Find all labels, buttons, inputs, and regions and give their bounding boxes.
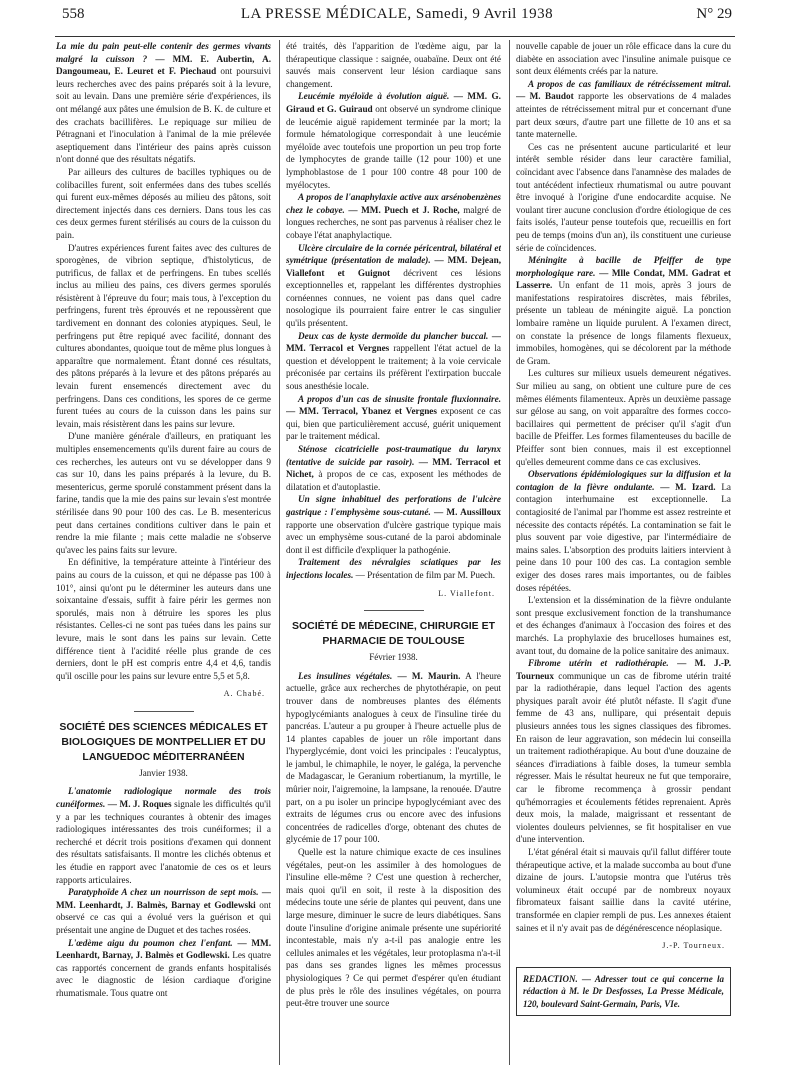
column-3 [516, 40, 731, 1070]
article-text: Les quatre cas rapportés concernent de grands enfants hospitalisés avec le diagnostic de lésion cardiaque d'origine rhumatismale. Tous quatre ont [56, 950, 271, 998]
article-paragraph [56, 40, 271, 166]
article-paragraph: D'autres expériences furent faites avec des cultures de sporogènes, de vibrion septique, d'histolyticus, de putrificus, de fallax et de perfringens. En tubes scellés inclus au milieu des pains, ces divers germes sporulés résistèrent à l'épreuve du four; mais tous, à l'exception du perfringens, furent très éprouvés et ne repoussèrent que tardivement en donnant des colonies atypiques. Seul, le perfringens put être repiqué avec facilité, donnant des cultures abondantes, quoique tout de même plus longues à apparaître que normalement. Étant donné ces résultats, des pâtons préparés à la levure et des pâtons préparés au levain furent ensemencés directement avec du perfringens. Dans ces conditions, les spores de ce germe furent tuées au cours de la cuisson dans les pains sur levain, mais résistèrent dans les pains sur levure. [56, 242, 271, 429]
article-title: Leucémie myéloïde à évolution aiguë. [298, 91, 450, 102]
issue-number: N° 29 [696, 6, 732, 22]
column-1 [56, 40, 271, 1070]
column-divider [509, 40, 510, 1065]
section-heading: SOCIÉTÉ DE MÉDECINE, CHIRURGIE ET PHARMACIE DE TOULOUSE [291, 620, 496, 648]
section-separator [364, 610, 424, 611]
article-text: ont observé un syndrome clinique de leucémie aiguë rapidement terminée par la mort; la formule hématologique correspondait à une leucémie myéloïde avec toutefois une proportion un peu trop forte de lymphocytes de grande taille (12 pour 100) et une lymphoblastose de 1 pour 100 contre 48 pour 100 de myélocytes. [286, 103, 501, 190]
article-authors: — M. Aussilloux [430, 506, 501, 517]
article-text: exposent ce cas qui, bien que particulièrement accusé, guérit uniquement par le traitement médical. [286, 406, 501, 442]
article-text: ont observé ce cas qui a évolué vers la guérison et qui présentait une angine de Duguet et des taches rosées. [56, 899, 271, 935]
article-authors: — MM. Terracol, Ybanez et Vergnes [286, 406, 437, 417]
article-authors: — Mlle Condat, MM. Gadrat et Lasserre. [516, 267, 731, 291]
page-header [62, 6, 732, 24]
article-authors: — MM. Leenhardt, Barnay, J. Balmès et Godlewski. [56, 937, 271, 961]
article-authors: — M. J.-P. Tourneux [516, 658, 731, 681]
article-text: — Présentation de film par M. Puech. [353, 569, 495, 580]
article-paragraph: L'extension et la dissémination de la fièvre ondulante sont presque exclusivement fonction de la transhumance et des échanges d'animaux à l'occasion des foires et des marchés. La prophylaxie des brucelloses humaines est, avant tout, du domaine de la police sanitaire des animaux. [516, 595, 731, 656]
article-paragraph [516, 657, 731, 846]
article-authors: — MM. Leenhardt, J. Balmès, Barnay et Godlewski [56, 887, 271, 910]
article-paragraph [286, 443, 501, 493]
article-text: rapporte les observations de 4 malades atteintes de rétrécissement mitral pur et concernant d'une part deux sœurs, d'autre part une fillette de 10 ans et sa tante maternelle. [516, 91, 731, 140]
page-number: 558 [62, 6, 85, 22]
article-title: A propos de cas familiaux de rétrécissement mitral. [528, 78, 731, 89]
article-title: Ulcère circulaire de la cornée péricentral, bilatéral et symétrique (présentation de malade). [286, 242, 501, 266]
column-divider [279, 40, 280, 1065]
article-paragraph [516, 78, 731, 141]
article-text: communique un cas de fibrome utérin traité par la radiothérapie, dans lequel l'action des agents physiques paraît avoir été plutôt néfaste. Il s'agit d'une femme de 43 ans, nullipare, qui présentait depuis plusieurs années tous les signes classiques des fibromes. En raison de leur aggravation, son médecin lui conseilla un traitement radiothérapique. Au bout d'une douzaine de séances d'irradiations à faible doses, la tumeur sembla régresser. Mais le résultat heureux ne fut que temporaire, car le fibrome recommença à grossir pendant qu'hémorragies et écoulements fétides reprenaient. Après deux mois, la malade, maigrissant et ressentant de violentes douleurs pelviennes, se fit hospitaliser en vue d'une intervention. [516, 670, 731, 845]
article-paragraph [286, 670, 501, 846]
article-paragraph: été traités, dès l'apparition de l'œdème aigu, par la thérapeutique classique : saignée, ouabaïne. Deux ont été sauvés mais conservent leur lésion cardiaque sans changement. [286, 41, 501, 89]
article-title: Un signe inhabituel des perforations de l'ulcère gastrique : l'emphysème sous-cutané. [286, 494, 501, 517]
article-paragraph [56, 785, 271, 886]
article-text: Un enfant de 11 mois, après 3 jours de manifestations respiratoires discrètes, mais fébriles, présente un tableau de méningite aiguë. La ponction lombaire ramène un liquide purulent. A l'examen direct, on constate la présence de longs filaments flexueux, immobiles, homogènes, qui se décolorent par la méthode de Gram. [516, 280, 731, 366]
article-title: Sténose cicatricielle post-traumatique du larynx (tentative de suicide par rasoir). [286, 444, 501, 467]
article-title: L'œdème aigu du poumon chez l'enfant. [68, 937, 233, 948]
article-paragraph [516, 468, 731, 594]
article-paragraph: Les cultures sur milieux usuels demeurent négatives. Sur milieu au sang, on obtient une culture pure de ces mêmes éléments filamenteux. Après un deuxième passage sur gélose au sang, on voit apparaître des formes cocco-bacillaires qui permettent de préciser qu'il s'agit d'un bacille de Pfeiffer. Les formes filamenteuses du bacille de Pfeiffer sont bien connues, mais il est exceptionnel qu'elles demeurent comme dans ce cas exclusives. [516, 368, 731, 467]
article-paragraph: Quelle est la nature chimique exacte de ces insulines végétales, peut-on les assimiler à des homologues de l'insuline elle-même ? C'est une question à rechercher, mais quoi qu'il en soit, il reste à la disposition des médecins toute une série de plantes qui peuvent, dans une large mesure, diminuer le sucre de leurs diabétiques. Sans doute l'insuline d'origine animale présente une supériorité incontestable, mais n'y a-t-il pas analogie entre les cellules animales et les végétales, leur protoplasma n'a-t-il pas dans ses grandes lignes les mêmes processus physiologiques ? Ce qui permet d'espérer qu'en étudiant de plus près le rôle des insulines végétales, on pourra peut-être trouver une source [286, 847, 501, 1009]
article-title: Paratyphoïde A chez un nourrisson de sept mois. [68, 887, 259, 898]
article-paragraph [286, 493, 501, 556]
header-rule [55, 36, 735, 37]
section-date: Février 1938. [369, 652, 418, 663]
article-paragraph: En définitive, la température atteinte à l'intérieur des pains au cours de la cuisson, et qui ne dépasse pas 100 à 101°, ainsi qu'ont pu le déterminer les auteurs dans une soixantaine d'essais, suffit à faire périr les germes non sporulés, mais non à détruire les spores les plus résistantes. Celles-ci ne sont pas tuées dans les pains sur levure, mais le sont dans les pains sur levain. Cette différence tient à l'acidité réelle plus grande de ces derniers, dont le pH est compris entre 4,4 et 4,6, tandis qu'il oscille pour les pains sur levure entre 5,5 et 5,8. [56, 557, 271, 681]
article-text: rapporte une observation d'ulcère gastrique typique mais avec un emphysème sous-cutané de la paroi abdominale dont il est difficile d'expliquer la pathogénie. [286, 519, 501, 555]
article-title: La mie du pain peut-elle contenir des germes vivants malgré la cuisson ? [56, 41, 271, 64]
article-paragraph [286, 191, 501, 241]
section-date: Janvier 1938. [139, 767, 188, 778]
article-title: Fibrome utérin et radiothérapie. [528, 658, 669, 669]
article-paragraph: Ces cas ne présentent aucune particularité et leur intérêt semble résider dans leur caractère familial, coïncidant avec l'absence dans l'anamnèse des malades de tout antécédent infectieux rhumatismal ou autre pouvant être invoqué à l'origine d'une endocardite acquise. Ne voulant tirer aucune conclusion d'ordre étiologique de ces faits isolés, l'auteur pense toutefois que, recueillis en fort peu de temps (moins d'un an), ils constituent une curieuse série de coïncidences. [516, 141, 731, 253]
article-text: signale les difficultés qu'il y a par les techniques courantes à obtenir des images radiologiques intéressantes des trois cunéiformes; il a recherché et décrit trois positions d'examen qui donnent des résultats satisfaisants. Il montre les clichés obtenus et les étudie en rapport avec l'anatomie de ces os et leurs rapports articulaires. [56, 799, 271, 885]
signature: A. Chabé. [223, 689, 265, 699]
article-authors: — MM. Terracol et Nichet, [286, 456, 501, 480]
article-paragraph [516, 254, 731, 367]
article-authors: — M. J. Roques [105, 799, 172, 810]
article-paragraph [286, 556, 501, 581]
article-paragraph: nouvelle capable de jouer un rôle efficace dans la cure du diabète en association avec l'insuline animale puisque ce sont deux éléments créés par la nature. [516, 41, 731, 77]
article-authors: — MM. Dejean, Viallefont et Guignot [286, 255, 501, 278]
signature: J.-P. Tourneux. [662, 941, 725, 951]
article-authors: — MM. E. Aubertin, A. Dangoumeau, E. Leuret et F. Piechaud [56, 53, 271, 77]
article-text: à propos de ce cas, exposent les méthodes de dilatation et d'autoplastie. [286, 469, 501, 492]
article-paragraph [286, 330, 501, 393]
section-heading: SOCIÉTÉ DES SCIENCES MÉDICALES ET BIOLOGIQUES DE MONTPELLIER ET DU LANGUEDOC MÉDITERRANÉEN [59, 720, 268, 763]
article-paragraph [56, 937, 271, 1000]
journal-title: LA PRESSE MÉDICALE, Samedi, 9 Avril 1938 [240, 6, 554, 22]
article-title: Deux cas de kyste dermoïde du plancher buccal. [298, 330, 489, 341]
article-text: malgré de longues recherches, ne sont pas parvenus à réaliser chez le cobaye l'état anaphylactique. [286, 204, 501, 240]
article-authors: — MM. G. Giraud et G. Guiraud [286, 91, 501, 114]
article-text: rappellent l'état actuel de la question et développent le traitement; à la voie cervicale préconisée par certains ils préfèrent l'extirpation buccale sous anesthésie locale. [286, 343, 501, 392]
article-text: A l'heure actuelle, grâce aux recherches de phytothérapie, on peut trouver dans de nombreuses plantes des éléments hypoglycémiants analogues à ceux de l'insuline tirée du pancréas. L'auteur a pu grouper à l'heure actuelle plus de 14 plantes capables de jouer un rôle important dans l'hyperglycémie, dont voici les principales : l'eucalyptus, le jambul, le chimaphile, le noyer, le galéga, la pervenche de Madagascar, le Geranium robertianum, la myrtille, le mûrier noir, l'aigremoine, la lampsane, la renouée. D'autre part, on a pu isoler un principe hypoglycémiant avec des extraits de légumes crus ou encore avec des infusions concentrées de radicelles d'orge, obtenant des chutes de glycémie de 17 pour 100. [286, 670, 501, 845]
signature: L. Viallefont. [438, 588, 495, 598]
column-2 [286, 40, 501, 1070]
redaction-notice: REDACTION. — Adresser tout ce qui concerne la rédaction à M. le Dr Desfosses, La Presse Médicale, 120, boulevard Saint-Germain, Paris, VIe. [516, 967, 731, 1017]
article-paragraph: D'une manière générale d'ailleurs, en pratiquant les multiples ensemencements qu'ils durent faire au cours de ces recherches, les auteurs ont vu se développer dans 9 cas sur 10, dans les pains préparés à la levure, du B. mesentericus, germe sporulé constamment présent dans la farine, tandis que la mie des pains sur levain s'est montrée stérilisée dans 90 pour 100 des cas. Le B. mesentericus peut dans certaines conditions cultiver dans le pain et rendre la mie filante ; mais cette maladie ne s'observe qu'avec les pains faits sur levure. [56, 431, 271, 555]
article-authors: — M. Baudot [516, 91, 574, 102]
article-text: ont poursuivi leurs recherches avec des pains préparés soit à la levure, soit au levain. Dans une première série d'expériences, ils ont mélangé aux pâtes une émulsion de B. K. de culture et des crachats bacillifères. Le repiquage sur milieu de Pétragnani et l'inoculation à l'animal de la mie prélevée aseptiquement dans l'intérieur des pains après cuisson n'ont donné que des résultats négatifs. [56, 66, 271, 165]
article-authors: — M. Izard. [654, 481, 716, 492]
article-title: L'anatomie radiologique normale des trois cunéiformes. [56, 786, 271, 810]
article-title: Méningite à bacille de Pfeiffer de type morphologique rare. [516, 255, 731, 278]
article-title: A propos d'un cas de sinusite frontale fluxionnaire. [298, 393, 501, 404]
article-paragraph: L'état général était si mauvais qu'il fallut différer toute thérapeutique active, et la malade succomba au bout d'une dizaine de jours. L'autopsie montra que l'utérus très volumineux était occupé par de nombreux noyaux fibromateux faisant saillie dans la cavité utérine, transformée en clapier rempli de pus. Les annexes étaient saines et il n'y avait pas de dégénérescence néoplasique. [516, 847, 731, 933]
section-separator [134, 711, 194, 712]
article-text: décrivent ces lésions exceptionnelles et, rappelant les différentes dystrophies cornéennes connues, ne voient pas dans quel cadre nosologique ils pourraient faire entrer le cas singulier qu'ils présentent. [286, 267, 501, 329]
article-paragraph [286, 90, 501, 191]
article-authors: — MM. Terracol et Vergnes [286, 330, 501, 354]
article-title: A propos de l'anaphylaxie active aux arsénobenzènes chez le cobaye. [286, 192, 501, 215]
article-text: La contagion interhumaine est exceptionnelle. La contagiosité de l'animal par l'homme est assez restreinte et nécessite des contacts répétés. La contamination se fait le plus souvent par voie digestive, par l'intermédiaire de mains sales. L'absorption des produits laitiers intervient à peine dans 10 pour 100 des cas. La contagion semble exiger des doses rares mais importantes, ou de faibles doses répétées. [516, 481, 731, 593]
article-title: Les insulines végétales. [298, 670, 393, 681]
article-title: Traitement des névralgies sciatiques par les injections locales. [286, 557, 501, 580]
article-authors: — MM. Puech et J. Roche, [344, 204, 460, 215]
article-paragraph [286, 393, 501, 443]
article-authors: — M. Maurin. [392, 670, 461, 681]
article-paragraph [56, 886, 271, 936]
article-paragraph [286, 242, 501, 330]
article-paragraph: Par ailleurs des cultures de bacilles typhiques ou de colibacilles furent, soit enfermées dans des tubes scellés qui furent eux-mêmes déposés au milieu des pâtons, soit directement injectés dans ces derniers. Dans tous les cas ces deux germes furent stérilisés au cours de la cuisson du pain. [56, 166, 271, 240]
article-title: Observations épidémiologiques sur la diffusion et la contagion de la fièvre ondulante. [516, 469, 731, 492]
